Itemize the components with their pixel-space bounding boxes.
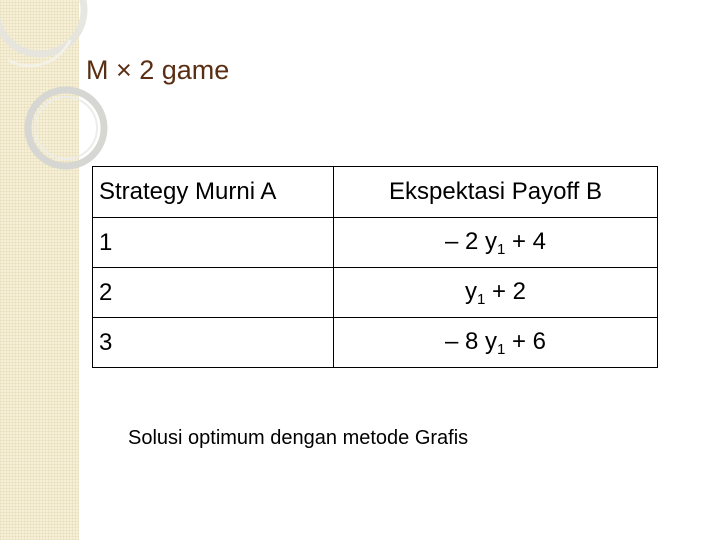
- header-strategy: Strategy Murni A: [93, 167, 334, 218]
- table-row: [93, 318, 658, 368]
- payoff-expression-lead: – 2 y: [444, 227, 497, 255]
- payoff-cell: [334, 218, 658, 268]
- payoff-subscript: 1: [496, 240, 506, 258]
- payoff-table: [92, 166, 658, 368]
- slide-title: M × 2 game: [86, 55, 230, 85]
- strategy-cell: 1: [93, 218, 334, 268]
- strategy-cell: 3: [93, 318, 334, 368]
- table-row: [93, 218, 658, 268]
- table-header-row: [93, 167, 658, 218]
- payoff-subscript: 1: [476, 290, 486, 308]
- payoff-expression-lead: – 8 y: [444, 327, 497, 355]
- table-row: [93, 268, 658, 318]
- payoff-expression-tail: + 6: [505, 327, 547, 355]
- solution-note: Solusi optimum dengan metode Grafis: [128, 427, 469, 449]
- payoff-cell: [334, 268, 658, 318]
- strategy-cell: 2: [93, 268, 334, 318]
- payoff-expression-tail: + 2: [485, 277, 527, 305]
- payoff-expression-tail: + 4: [505, 227, 547, 255]
- header-payoff: Ekspektasi Payoff B: [334, 167, 658, 218]
- payoff-subscript: 1: [496, 340, 506, 358]
- payoff-expression-lead: y: [464, 277, 477, 305]
- payoff-cell: [334, 318, 658, 368]
